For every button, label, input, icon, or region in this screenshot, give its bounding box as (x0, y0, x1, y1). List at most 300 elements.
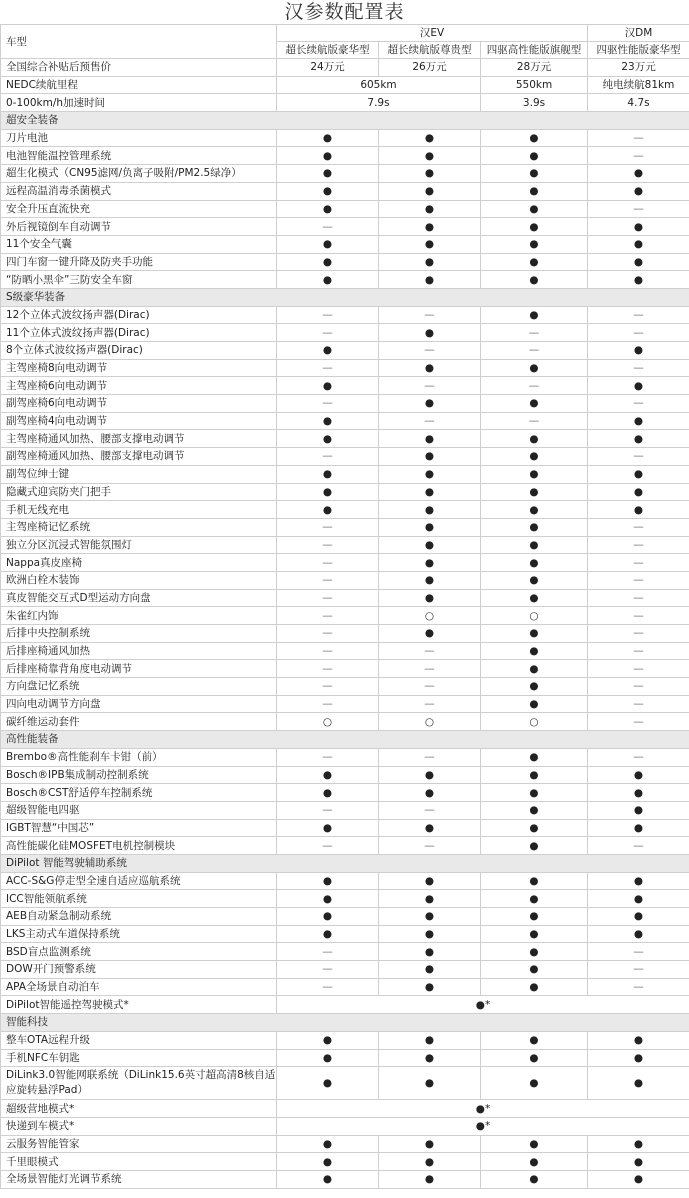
variant-3: 四驱高性能版旗舰型 (481, 42, 588, 59)
value-cell: — (481, 377, 588, 395)
value-cell: — (588, 678, 689, 696)
value-cell: — (277, 218, 379, 236)
value-cell: ● (277, 1170, 379, 1188)
feature-label: 碳纤维运动套件 (1, 713, 277, 731)
value-cell: ● (277, 129, 379, 147)
table-row (1, 59, 689, 77)
table-row (1, 996, 689, 1014)
feature-label: IGBT智慧“中国芯” (1, 819, 277, 837)
value-cell: ● (588, 1067, 689, 1100)
feature-label: 方向盘记忆系统 (1, 678, 277, 696)
table-row (1, 377, 689, 395)
value-cell: — (277, 943, 379, 961)
feature-label: 刀片电池 (1, 129, 277, 147)
value-cell: ○ (277, 713, 379, 731)
value-cell: — (588, 448, 689, 466)
value-cell: — (588, 713, 689, 731)
value-cell: — (379, 412, 481, 430)
feature-label: Brembo®高性能刹车卡钳（前） (1, 748, 277, 766)
value-cell: 7.9s (277, 94, 481, 112)
value-cell: ● (379, 253, 481, 271)
value-cell: ● (277, 872, 379, 890)
value-cell: ● (588, 1031, 689, 1049)
value-cell: ● (481, 395, 588, 413)
value-cell: ● (379, 430, 481, 448)
value-cell: ● (588, 1049, 689, 1067)
value-cell: — (379, 306, 481, 324)
value-cell: ○ (379, 713, 481, 731)
value-cell: — (588, 695, 689, 713)
table-row (1, 271, 689, 289)
value-cell: ● (481, 518, 588, 536)
value-cell: ● (481, 801, 588, 819)
value-cell: ● (277, 1031, 379, 1049)
value-cell: ● (277, 200, 379, 218)
category-row (1, 1014, 689, 1032)
value-cell: ● (481, 925, 588, 943)
feature-label: 整车OTA远程升级 (1, 1031, 277, 1049)
value-cell: ● (588, 925, 689, 943)
feature-label: 全场景智能灯光调节系统 (1, 1170, 277, 1188)
category-row (1, 854, 689, 872)
value-cell: ● (379, 271, 481, 289)
value-cell: — (277, 801, 379, 819)
value-cell: ● (481, 961, 588, 979)
value-cell: ● (481, 766, 588, 784)
value-cell: — (277, 837, 379, 855)
value-cell: ● (379, 625, 481, 643)
feature-label: Bosch®IPB集成制动控制系统 (1, 766, 277, 784)
feature-label: 隐藏式迎宾防夹门把手 (1, 483, 277, 501)
value-cell: 550km (481, 76, 588, 94)
feature-label: DOW开门预警系统 (1, 961, 277, 979)
value-cell: — (277, 748, 379, 766)
value-cell: — (277, 607, 379, 625)
value-cell: — (277, 978, 379, 996)
table-row (1, 94, 689, 112)
value-cell: ● (481, 625, 588, 643)
variant-2: 超长续航版尊贵型 (379, 42, 481, 59)
table-row (1, 306, 689, 324)
value-cell: ● (379, 518, 481, 536)
value-cell: ● (277, 465, 379, 483)
value-cell: ● (379, 1031, 481, 1049)
feature-label: 朱雀红内饰 (1, 607, 277, 625)
value-cell: ● (588, 253, 689, 271)
table-row (1, 1135, 689, 1153)
table-row (1, 412, 689, 430)
value-cell: ● (588, 342, 689, 360)
value-cell: — (588, 837, 689, 855)
value-cell: ● (481, 271, 588, 289)
value-cell: ● (379, 501, 481, 519)
table-row (1, 589, 689, 607)
table-row (1, 501, 689, 519)
feature-label: 副驾座椅6向电动调节 (1, 395, 277, 413)
category-label: 高性能装备 (1, 731, 689, 749)
value-cell: — (277, 571, 379, 589)
value-cell: ● (481, 642, 588, 660)
value-cell: 23万元 (588, 59, 689, 77)
value-cell: — (379, 660, 481, 678)
table-row (1, 1049, 689, 1067)
value-cell: ● (379, 448, 481, 466)
feature-label: Nappa真皮座椅 (1, 554, 277, 572)
value-cell: — (588, 395, 689, 413)
value-cell: — (588, 306, 689, 324)
feature-label: 超生化模式（CN95滤网/负离子吸附/PM2.5绿净） (1, 165, 277, 183)
value-cell: — (379, 748, 481, 766)
value-cell: — (588, 129, 689, 147)
value-cell: — (379, 801, 481, 819)
table-row (1, 253, 689, 271)
table-row (1, 607, 689, 625)
value-cell: ● (588, 165, 689, 183)
value-cell: ● (277, 271, 379, 289)
table-row (1, 1031, 689, 1049)
feature-label: 后排座椅通风加热 (1, 642, 277, 660)
value-cell: ● (277, 377, 379, 395)
table-row (1, 766, 689, 784)
feature-label: 12个立体式波纹扬声器(Dirac) (1, 306, 277, 324)
value-cell: 纯电续航81km (588, 76, 689, 94)
value-cell: ● (277, 342, 379, 360)
feature-label: ICC智能领航系统 (1, 890, 277, 908)
value-cell: ● (481, 1031, 588, 1049)
table-row (1, 925, 689, 943)
table-row (1, 554, 689, 572)
value-cell: ● (588, 766, 689, 784)
feature-label: 欧洲白栓木装饰 (1, 571, 277, 589)
value-cell: ● (481, 430, 588, 448)
feature-label: 后排中央控制系统 (1, 625, 277, 643)
feature-label: 四向电动调节方向盘 (1, 695, 277, 713)
feature-label: 主驾座椅记忆系统 (1, 518, 277, 536)
value-cell: ● (481, 306, 588, 324)
feature-label: AEB自动紧急制动系统 (1, 908, 277, 926)
feature-label: APA全场景自动泊车 (1, 978, 277, 996)
feature-label: 主驾座椅8向电动调节 (1, 359, 277, 377)
category-label: 超安全装备 (1, 112, 689, 130)
value-cell: ● (588, 465, 689, 483)
value-cell: ● (379, 890, 481, 908)
feature-label: LKS主动式车道保持系统 (1, 925, 277, 943)
table-row (1, 324, 689, 342)
value-cell: ● (379, 1049, 481, 1067)
value-cell: ● (588, 1153, 689, 1171)
table-row (1, 359, 689, 377)
value-cell: — (588, 359, 689, 377)
table-row (1, 801, 689, 819)
variant-1: 超长续航版豪华型 (277, 42, 379, 59)
table-row (1, 536, 689, 554)
value-cell: — (379, 642, 481, 660)
value-cell: ● (481, 748, 588, 766)
table-row (1, 1170, 689, 1188)
table-row (1, 465, 689, 483)
value-cell: ● (588, 908, 689, 926)
value-cell: ● (481, 1153, 588, 1171)
value-cell: ● (379, 925, 481, 943)
variant-4: 四驱性能版豪华型 (588, 42, 689, 59)
value-cell: ● (481, 165, 588, 183)
value-cell: ● (481, 253, 588, 271)
value-cell: ● (588, 235, 689, 253)
value-cell: ● (481, 483, 588, 501)
value-cell: ● (481, 872, 588, 890)
value-cell: ● (379, 536, 481, 554)
feature-label: 11个安全气囊 (1, 235, 277, 253)
feature-label: 11个立体式波纹扬声器(Dirac) (1, 324, 277, 342)
value-cell: ● (277, 235, 379, 253)
value-cell: — (588, 607, 689, 625)
value-cell: ● (481, 235, 588, 253)
value-cell: ○ (481, 713, 588, 731)
feature-label: 超级智能电四驱 (1, 801, 277, 819)
feature-label: 副驾座椅通风加热、腰部支撑电动调节 (1, 448, 277, 466)
value-cell: ● (588, 890, 689, 908)
table-row (1, 129, 689, 147)
value-cell: ● (481, 571, 588, 589)
value-cell: ● (588, 218, 689, 236)
value-cell: ● (277, 890, 379, 908)
value-cell: — (277, 678, 379, 696)
category-row (1, 731, 689, 749)
value-cell: ● (481, 837, 588, 855)
feature-label: 主驾座椅通风加热、腰部支撑电动调节 (1, 430, 277, 448)
value-cell: — (277, 642, 379, 660)
value-cell: — (481, 342, 588, 360)
feature-label: ACC-S&G停走型全速自适应巡航系统 (1, 872, 277, 890)
table-row (1, 961, 689, 979)
header-row-groups (1, 25, 689, 42)
model-label: 车型 (1, 25, 277, 59)
feature-label: “防晒小黑伞”三防安全车窗 (1, 271, 277, 289)
value-cell: — (588, 660, 689, 678)
value-cell: ● (379, 766, 481, 784)
value-cell: ● (588, 784, 689, 802)
value-cell: ● (379, 571, 481, 589)
value-cell: — (588, 200, 689, 218)
value-cell: ● (277, 925, 379, 943)
table-row (1, 218, 689, 236)
value-cell: 605km (277, 76, 481, 94)
table-row (1, 1117, 689, 1135)
feature-label: BSD盲点监测系统 (1, 943, 277, 961)
value-cell: ● (379, 1153, 481, 1171)
feature-label: 高性能碳化硅MOSFET电机控制模块 (1, 837, 277, 855)
table-row (1, 713, 689, 731)
value-cell: — (277, 448, 379, 466)
value-cell: — (379, 837, 481, 855)
category-label: S级豪华装备 (1, 288, 689, 306)
value-cell: ● (481, 218, 588, 236)
value-cell: ● (588, 412, 689, 430)
value-cell: ●* (277, 996, 689, 1014)
value-cell: ● (481, 978, 588, 996)
table-row (1, 625, 689, 643)
value-cell: ● (481, 890, 588, 908)
value-cell: ● (379, 908, 481, 926)
table-row (1, 784, 689, 802)
value-cell: ● (277, 147, 379, 165)
feature-label: 千里眼模式 (1, 1153, 277, 1171)
value-cell: — (277, 518, 379, 536)
table-row (1, 1153, 689, 1171)
value-cell: ● (379, 589, 481, 607)
value-cell: ● (588, 819, 689, 837)
value-cell: — (588, 324, 689, 342)
table-row (1, 943, 689, 961)
value-cell: ● (379, 819, 481, 837)
value-cell: — (588, 518, 689, 536)
value-cell: — (481, 412, 588, 430)
value-cell: — (277, 695, 379, 713)
value-cell: — (379, 377, 481, 395)
value-cell: ● (588, 801, 689, 819)
value-cell: — (277, 324, 379, 342)
feature-label: 后排座椅靠背角度电动调节 (1, 660, 277, 678)
table-row (1, 483, 689, 501)
table-row (1, 165, 689, 183)
value-cell: ● (379, 200, 481, 218)
value-cell: ● (277, 412, 379, 430)
value-cell: — (588, 978, 689, 996)
table-row (1, 837, 689, 855)
category-row (1, 112, 689, 130)
table-row (1, 200, 689, 218)
table-row (1, 678, 689, 696)
value-cell: ● (588, 271, 689, 289)
value-cell: ● (481, 784, 588, 802)
value-cell: ● (379, 872, 481, 890)
feature-label: 超级营地模式* (1, 1100, 277, 1118)
value-cell: ● (481, 1067, 588, 1100)
table-row (1, 660, 689, 678)
feature-label: DiPilot智能遥控驾驶模式* (1, 996, 277, 1014)
feature-label: 全国综合补贴后预售价 (1, 59, 277, 77)
category-row (1, 288, 689, 306)
table-row (1, 908, 689, 926)
table-row (1, 642, 689, 660)
value-cell: — (277, 536, 379, 554)
value-cell: ● (277, 165, 379, 183)
table-row (1, 695, 689, 713)
feature-label: 副驾位绅士键 (1, 465, 277, 483)
value-cell: ● (379, 218, 481, 236)
value-cell: ● (481, 448, 588, 466)
feature-label: NEDC续航里程 (1, 76, 277, 94)
value-cell: ● (379, 359, 481, 377)
value-cell: ● (481, 536, 588, 554)
value-cell: ● (588, 377, 689, 395)
feature-label: 远程高温消毒杀菌模式 (1, 182, 277, 200)
value-cell: ● (588, 1135, 689, 1153)
value-cell: ● (277, 1153, 379, 1171)
table-row (1, 1067, 689, 1100)
value-cell: ● (277, 253, 379, 271)
value-cell: ● (277, 483, 379, 501)
value-cell: ● (277, 182, 379, 200)
value-cell: ● (481, 359, 588, 377)
feature-label: 0-100km/h加速时间 (1, 94, 277, 112)
value-cell: ● (481, 200, 588, 218)
table-row (1, 978, 689, 996)
value-cell: ● (379, 554, 481, 572)
table-row (1, 748, 689, 766)
value-cell: — (277, 961, 379, 979)
feature-label: 手机无线充电 (1, 501, 277, 519)
value-cell: — (588, 589, 689, 607)
feature-label: DiLink3.0智能网联系统（DiLink15.6英寸超高清8核自适应旋转悬浮Pad） (1, 1067, 277, 1100)
value-cell: ● (588, 182, 689, 200)
value-cell: ● (481, 501, 588, 519)
value-cell: ● (481, 908, 588, 926)
value-cell: ● (379, 978, 481, 996)
value-cell: ● (277, 1135, 379, 1153)
value-cell: ● (379, 129, 481, 147)
table-row (1, 448, 689, 466)
value-cell: — (588, 943, 689, 961)
value-cell: ● (588, 430, 689, 448)
value-cell: ● (481, 147, 588, 165)
value-cell: ● (481, 554, 588, 572)
value-cell: ● (379, 324, 481, 342)
value-cell: — (481, 324, 588, 342)
value-cell: ● (277, 766, 379, 784)
value-cell: ● (481, 589, 588, 607)
feature-label: 副驾座椅4向电动调节 (1, 412, 277, 430)
value-cell: — (277, 589, 379, 607)
feature-label: 外后视镜倒车自动调节 (1, 218, 277, 236)
feature-label: 主驾座椅6向电动调节 (1, 377, 277, 395)
category-label: DiPilot 智能驾驶辅助系统 (1, 854, 689, 872)
value-cell: — (588, 748, 689, 766)
feature-label: 8个立体式波纹扬声器(Dirac) (1, 342, 277, 360)
value-cell: ● (379, 465, 481, 483)
value-cell: — (277, 660, 379, 678)
feature-label: 手机NFC车钥匙 (1, 1049, 277, 1067)
category-label: 智能科技 (1, 1014, 689, 1032)
value-cell: — (277, 359, 379, 377)
value-cell: ● (481, 943, 588, 961)
table-row (1, 342, 689, 360)
table-row (1, 235, 689, 253)
value-cell: ● (379, 483, 481, 501)
value-cell: — (588, 536, 689, 554)
value-cell: ● (481, 182, 588, 200)
value-cell: ●* (277, 1100, 689, 1118)
value-cell: ● (588, 483, 689, 501)
value-cell: ● (588, 501, 689, 519)
value-cell: — (588, 147, 689, 165)
value-cell: ● (379, 182, 481, 200)
value-cell: ● (481, 695, 588, 713)
feature-label: 真皮智能交互式D型运动方向盘 (1, 589, 277, 607)
table-row (1, 518, 689, 536)
feature-label: 安全升压直流快充 (1, 200, 277, 218)
feature-label: 独立分区沉浸式智能氛围灯 (1, 536, 277, 554)
value-cell: — (277, 625, 379, 643)
feature-label: 电池智能温控管理系统 (1, 147, 277, 165)
value-cell: ● (379, 395, 481, 413)
value-cell: ○ (379, 607, 481, 625)
table-row (1, 147, 689, 165)
feature-label: Bosch®CST舒适停车控制系统 (1, 784, 277, 802)
feature-label: 四门车窗一键升降及防夹手功能 (1, 253, 277, 271)
value-cell: ● (379, 784, 481, 802)
value-cell: ● (481, 465, 588, 483)
